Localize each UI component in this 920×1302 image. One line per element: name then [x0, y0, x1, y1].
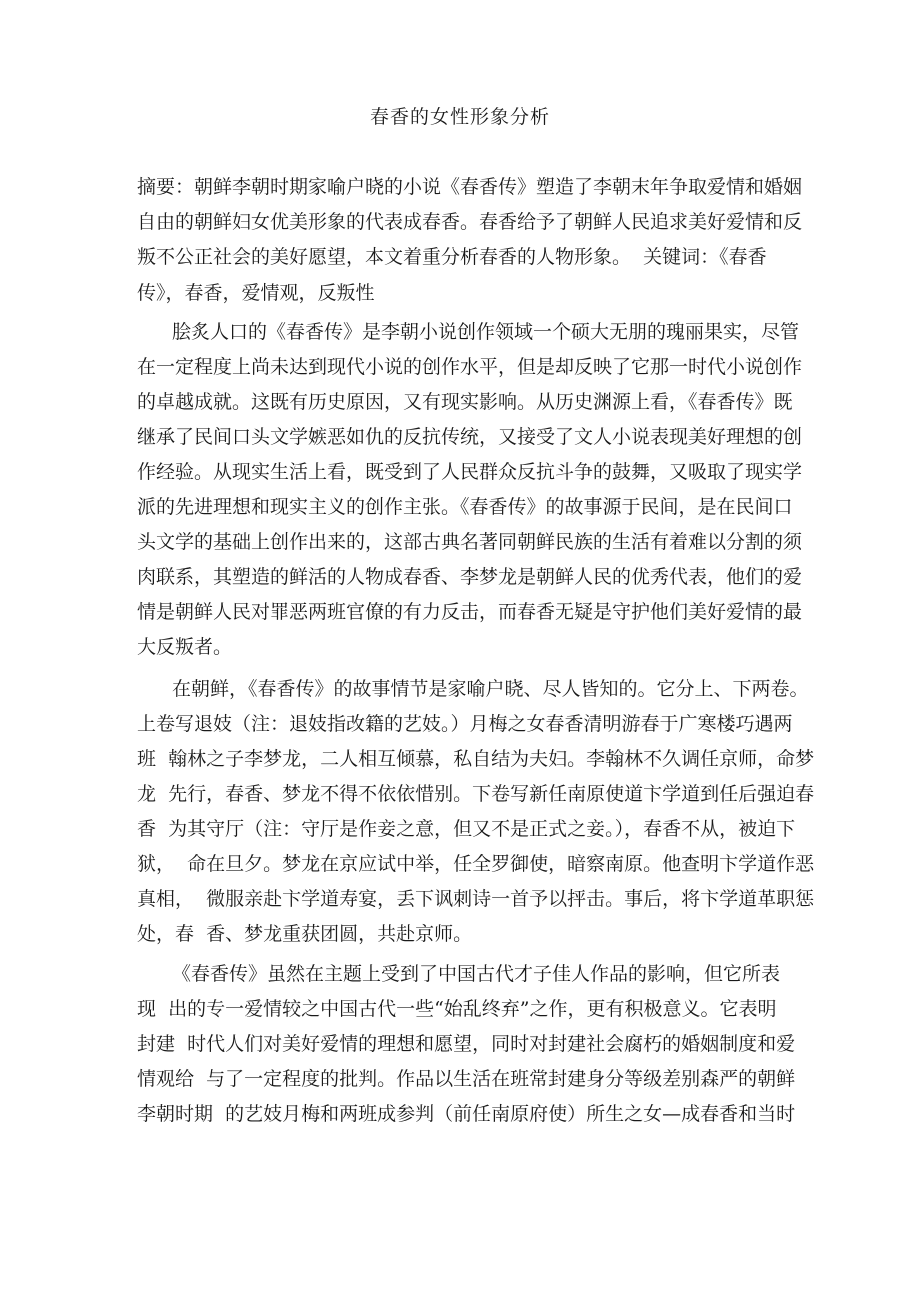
text-line: 狱， 命在旦夕。梦龙在京应试中举，任全罗御使，暗察南原。他查明卞学道作恶	[137, 853, 815, 875]
text-line: 现 出的专一爱情较之中国古代一些“始乱终弃”之作，更有积极意义。它表明	[137, 998, 777, 1020]
text-line: 处，春 香、梦龙重获团圆，共赴京师。	[137, 923, 473, 945]
text-line: 在一定程度上尚未达到现代小说的创作水平，但是却反映了它那一时代小说创作	[137, 356, 803, 378]
text-line: 继承了民间口头文学嫉恶如仇的反抗传统，又接受了文人小说表现美好理想的创	[137, 426, 803, 448]
page-title: 春香的女性形象分析	[369, 106, 550, 128]
text-line: 班 翰林之子李梦龙，二人相互倾慕，私自结为夫妇。李翰林不久调任京师，命梦	[137, 748, 815, 770]
text-line: 香 为其守厅（注：守厅是作妾之意，但又不是正式之妾。），春香不从，被迫下	[137, 818, 796, 840]
text-line: 上卷写退妓（注：退妓指改籍的艺妓。）月梅之女春香清明游春于广寒楼巧遇两	[137, 713, 793, 735]
text-line: 作经验。从现实生活上看，既受到了人民群众反抗斗争的鼓舞，又吸取了现实学	[137, 461, 803, 483]
text-line: 《春香传》虽然在主题上受到了中国古代才子佳人作品的影响，但它所表	[172, 963, 781, 985]
text-line: 传》，春香，爱情观，反叛性	[137, 282, 375, 304]
text-line: 脍炙人口的《春香传》是李朝小说创作领域一个硕大无朋的瑰丽果实，尽管	[172, 321, 800, 343]
text-line: 情观给 与了一定程度的批判。作品以生活在班常封建身分等级差别森严的朝鲜	[137, 1068, 796, 1090]
text-line: 派的先进理想和现实主义的创作主张。《春香传》的故事源于民间，是在民间口	[137, 496, 793, 518]
text-line: 自由的朝鲜妇女优美形象的代表成春香。春香给予了朝鲜人民追求美好爱情和反	[137, 211, 803, 233]
text-line: 龙 先行，春香、梦龙不得不依依惜别。下卷写新任南原使道卞学道到任后强迫春	[137, 783, 815, 805]
text-line: 大反叛者。	[137, 636, 233, 658]
text-line: 头文学的基础上创作出来的，这部古典名著同朝鲜民族的生活有着难以分割的须	[137, 531, 803, 553]
text-line: 摘要：朝鲜李朝时期家喻户晓的小说《春香传》塑造了李朝末年争取爱情和婚姻	[137, 176, 803, 198]
text-line: 叛不公正社会的美好愿望，本文着重分析春香的人物形象。 关键词：《春香	[137, 246, 767, 268]
text-line: 肉联系，其塑造的鲜活的人物成春香、李梦龙是朝鲜人民的优秀代表，他们的爱	[137, 566, 803, 588]
text-line: 封建 时代人们对美好爱情的理想和愿望，同时对封建社会腐朽的婚姻制度和爱	[137, 1033, 796, 1055]
text-line: 的卓越成就。这既有历史原因，又有现实影响。从历史渊源上看，《春香传》既	[137, 391, 793, 413]
text-line: 情是朝鲜人民对罪恶两班官僚的有力反击，而春香无疑是守护他们美好爱情的最	[137, 601, 803, 623]
text-line: 李朝时期 的艺妓月梅和两班成参判（前任南原府使）所生之女—成春香和当时	[137, 1103, 796, 1125]
text-line: 真相， 微服亲赴卞学道寿宴，丢下讽刺诗一首予以抨击。事后，将卞学道革职惩	[137, 888, 815, 910]
text-line: 在朝鲜，《春香传》的故事情节是家喻户晓、尽人皆知的。它分上、下两卷。	[172, 678, 809, 700]
